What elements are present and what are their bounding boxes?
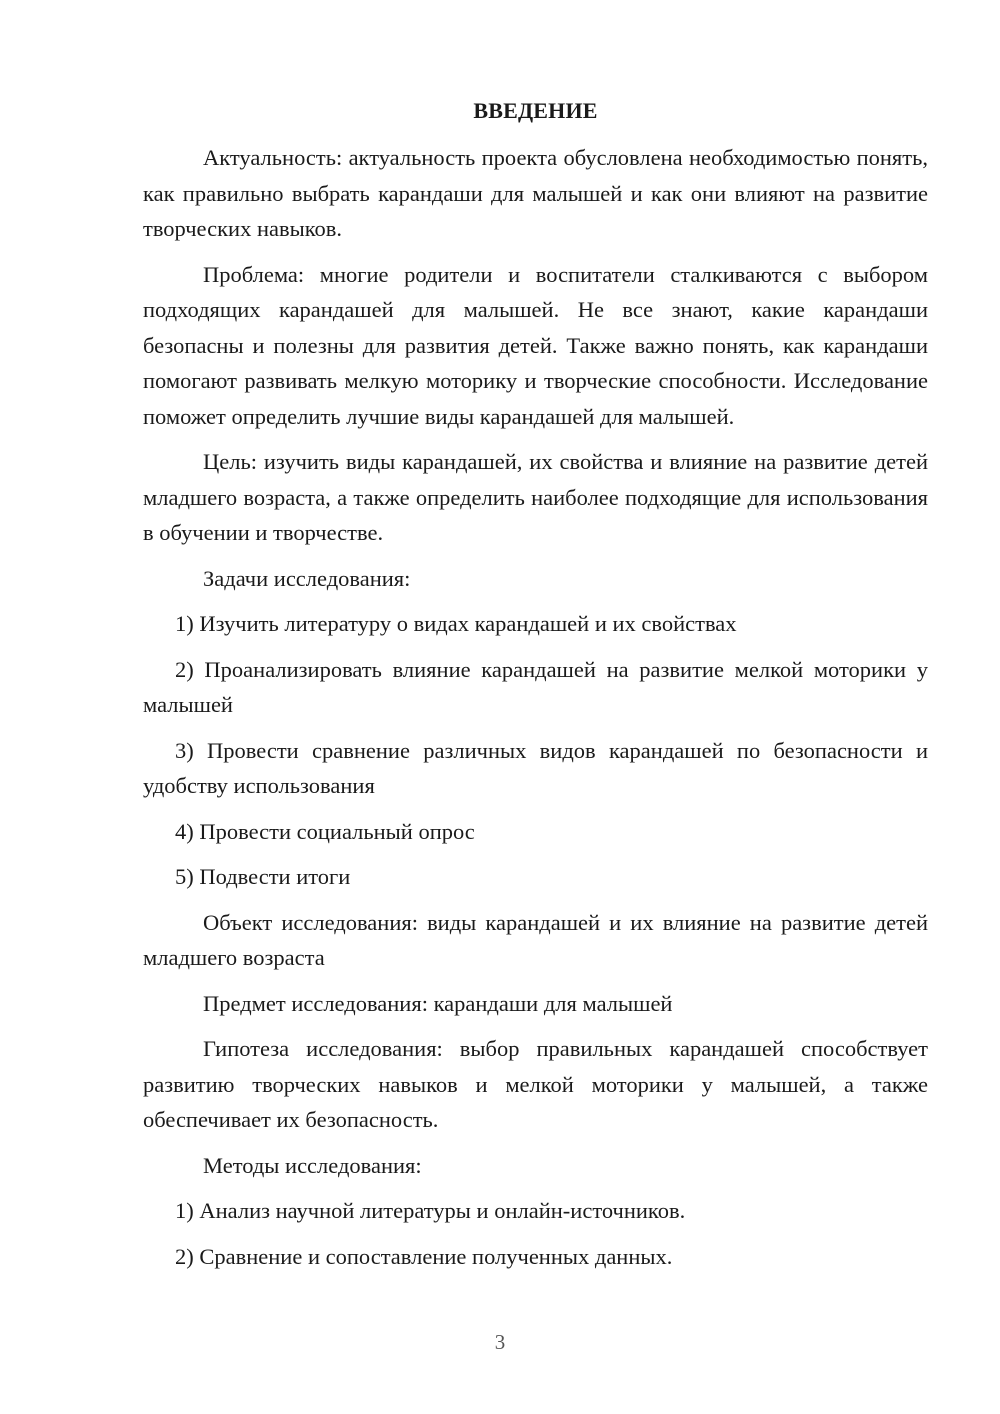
methods-heading: Методы исследования:: [203, 1152, 422, 1178]
paragraph-subject: Предмет исследования: карандаши для малышей: [203, 990, 673, 1016]
task-item-3: 3) Провести сравнение различных видов карандашей по безопасности и удобству использования: [143, 737, 928, 798]
task-item-4: 4) Провести социальный опрос: [175, 818, 475, 844]
document-page: [143, 96, 928, 1284]
page-number: 3: [494, 1330, 506, 1354]
method-item-2: 2) Сравнение и сопоставление полученных данных.: [175, 1243, 673, 1269]
task-item-1: 1) Изучить литературу о видах карандашей и их свойствах: [175, 611, 737, 636]
paragraph-relevance: Актуальность: актуальность проекта обусловлена необходимостью понять, как правильно выбрать карандаши для малышей и как они влияют на развитие творческих навыков.: [143, 145, 928, 241]
tasks-heading: Задачи исследования:: [203, 565, 411, 591]
paragraph-goal: Цель: изучить виды карандашей, их свойства и влияние на развитие детей младшего возраста, а также определить наиболее подходящие для использования в обучении и творчестве.: [143, 449, 928, 545]
document-title: ВВЕДЕНИЕ: [473, 98, 598, 123]
paragraph-problem: Проблема: многие родители и воспитатели сталкиваются с выбором подходящих карандашей для малышей. Не все знают, какие карандаши безопасны и полезны для развития детей. Также важно понять, как карандаши помогают развивать мелкую моторику и творческие способности. Исследование поможет определить лучшие виды карандашей для малышей.: [143, 261, 928, 429]
task-item-2: 2) Проанализировать влияние карандашей на развитие мелкой моторики у малышей: [143, 656, 928, 717]
paragraph-object: Объект исследования: виды карандашей и их влияние на развитие детей младшего возраста: [143, 909, 928, 970]
paragraph-hypothesis: Гипотеза исследования: выбор правильных карандашей способствует развитию творческих навыков и мелкой моторики у малышей, а также обеспечивает их безопасность.: [143, 1036, 928, 1132]
method-item-1: 1) Анализ научной литературы и онлайн-источников.: [175, 1198, 686, 1223]
task-item-5: 5) Подвести итоги: [175, 864, 351, 889]
